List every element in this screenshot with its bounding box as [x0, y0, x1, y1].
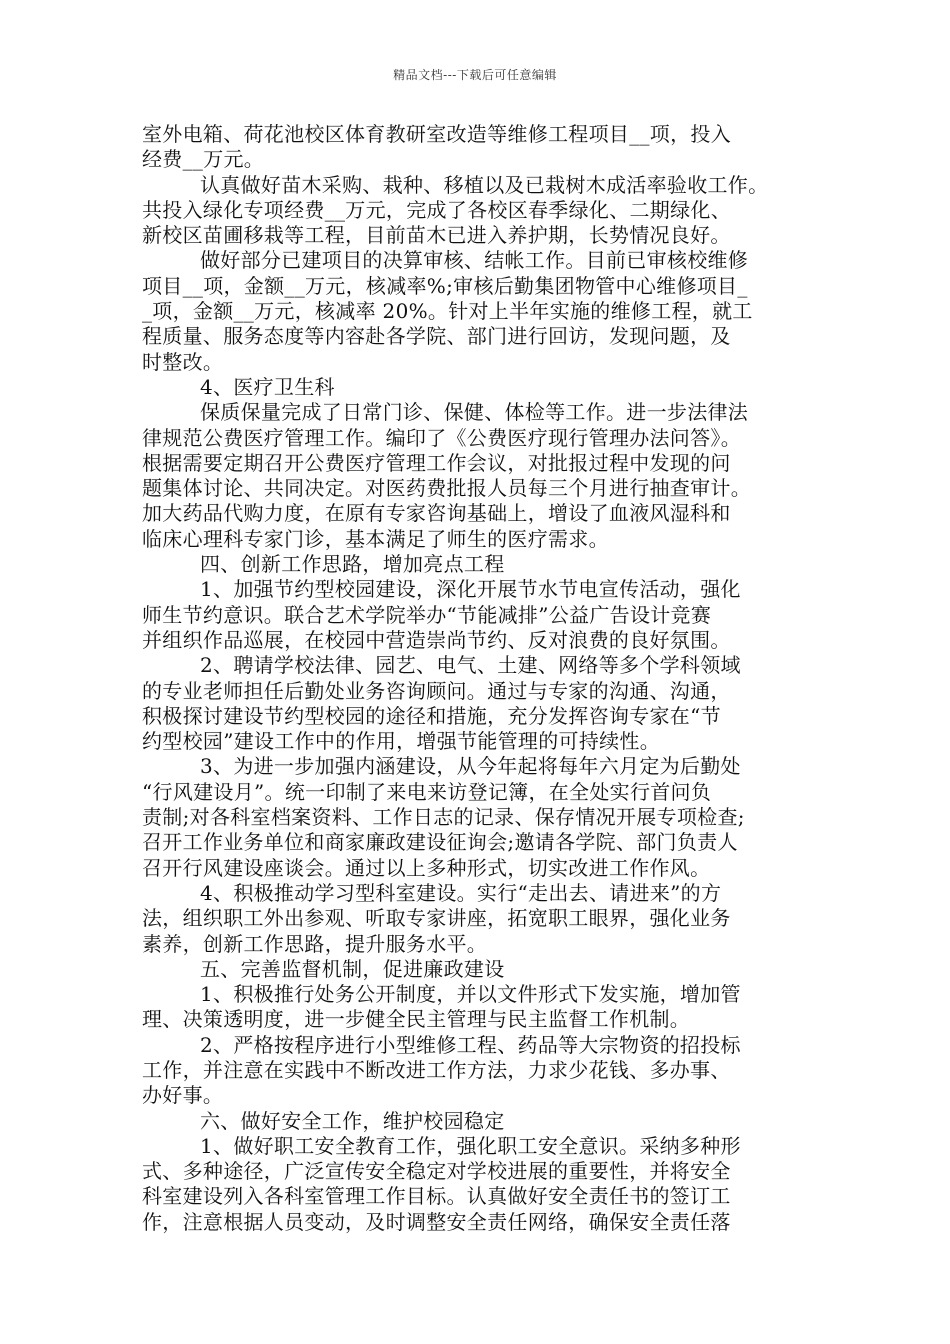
- text-line: 召开工作业务单位和商家廉政建设征询会;邀请各学院、部门负责人: [142, 830, 738, 855]
- text-line: 四、创新工作思路，增加亮点工程: [200, 552, 505, 577]
- text-line: 4、医疗卫生科: [200, 374, 335, 399]
- text-line: 加大药品代购力度，在原有专家咨询基础上，增设了血液风湿科和: [142, 501, 731, 526]
- text-line: 律规范公费医疗管理工作。编印了《公费医疗现行管理办法问答》。: [142, 425, 741, 450]
- text-line: 师生节约意识。联合艺术学院举办“节能减排”公益广告设计竞赛: [142, 602, 712, 627]
- page-header: 精品文档---下载后可任意编辑: [393, 68, 557, 82]
- text-line: 办好事。: [142, 1083, 224, 1108]
- text-line: 1、做好职工安全教育工作，强化职工安全意识。采纳多种形: [200, 1133, 741, 1158]
- text-line: 4、积极推动学习型科室建设。实行“走出去、请进来”的方: [200, 880, 722, 905]
- text-line: 程质量、服务态度等内容赴各学院、部门进行回访，发现问题，及: [142, 324, 731, 349]
- text-line: _项，金额__万元，核减率 20%。针对上半年实施的维修工程，就工: [142, 299, 753, 324]
- text-line: 临床心理科专家门诊，基本满足了师生的医疗需求。: [142, 526, 609, 551]
- text-line: 约型校园”建设工作中的作用，增强节能管理的可持续性。: [142, 729, 661, 754]
- text-line: 作，注意根据人员变动，及时调整安全责任网络，确保安全责任落: [142, 1209, 731, 1234]
- text-line: 经费__万元。: [142, 147, 265, 172]
- text-line: 科室建设列入各科室管理工作目标。认真做好安全责任书的签订工: [142, 1184, 731, 1209]
- text-line: 六、做好安全工作，维护校园稳定: [200, 1108, 505, 1133]
- text-line: 理、决策透明度，进一步健全民主管理与民主监督工作机制。: [142, 1007, 691, 1032]
- text-line: 的专业老师担任后勤处业务咨询顾问。通过与专家的沟通、沟通，: [142, 678, 731, 703]
- text-line: 根据需要定期召开公费医疗管理工作会议，对批报过程中发现的问: [142, 450, 731, 475]
- text-line: 2、严格按程序进行小型维修工程、药品等大宗物资的招投标: [200, 1032, 741, 1057]
- text-line: 做好部分已建项目的决算审核、结帐工作。目前已审核校维修: [200, 248, 749, 273]
- text-line: 责制;对各科室档案资料、工作日志的记录、保存情况开展专项检查;: [142, 805, 745, 830]
- text-line: 法，组织职工外出参观、听取专家讲座，拓宽职工眼界，强化业务: [142, 906, 731, 931]
- text-line: 保质保量完成了日常门诊、保健、体检等工作。进一步法律法: [200, 400, 749, 425]
- text-line: 室外电箱、荷花池校区体育教研室改造等维修工程项目__项，投入: [142, 122, 731, 146]
- document-body: [142, 122, 810, 1235]
- text-line: “行风建设月”。统一印制了来电来访登记簿，在全处实行首问负: [142, 779, 712, 804]
- text-line: 新校区苗圃移栽等工程，目前苗木已进入养护期，长势情况良好。: [142, 223, 731, 248]
- text-line: 项目__项，金额__万元，核减率%;审核后勤集团物管中心维修项目_: [142, 273, 748, 298]
- text-line: 时整改。: [142, 349, 224, 374]
- text-line: 召开行风建设座谈会。通过以上多种形式，切实改进工作作风。: [142, 855, 711, 880]
- text-line: 题集体讨论、共同决定。对医药费批报人员每三个月进行抽查审计。: [142, 476, 751, 501]
- text-line: 3、为进一步加强内涵建设，从今年起将每年六月定为后勤处: [200, 754, 741, 779]
- text-line: 式、多种途径，广泛宣传安全稳定对学校进展的重要性，并将安全: [142, 1159, 731, 1184]
- text-line: 素养，创新工作思路，提升服务水平。: [142, 931, 488, 956]
- text-line: 共投入绿化专项经费__万元，完成了各校区春季绿化、二期绿化、: [142, 197, 731, 222]
- text-line: 并组织作品巡展，在校园中营造崇尚节约、反对浪费的良好氛围。: [142, 627, 731, 652]
- text-line: 积极探讨建设节约型校园的途径和措施，充分发挥咨询专家在“节: [142, 703, 721, 728]
- text-line: 1、积极推行处务公开制度，并以文件形式下发实施，增加管: [200, 982, 741, 1007]
- text-line: 认真做好苗木采购、栽种、移植以及已栽树木成活率验收工作。: [200, 172, 769, 197]
- text-line: 工作，并注意在实践中不断改进工作方法，力求少花钱、多办事、: [142, 1057, 731, 1082]
- text-line: 2、聘请学校法律、园艺、电气、土建、网络等多个学科领域: [200, 653, 741, 678]
- text-line: 五、完善监督机制，促进廉政建设: [200, 956, 505, 981]
- text-line: 1、加强节约型校园建设，深化开展节水节电宣传活动，强化: [200, 577, 741, 602]
